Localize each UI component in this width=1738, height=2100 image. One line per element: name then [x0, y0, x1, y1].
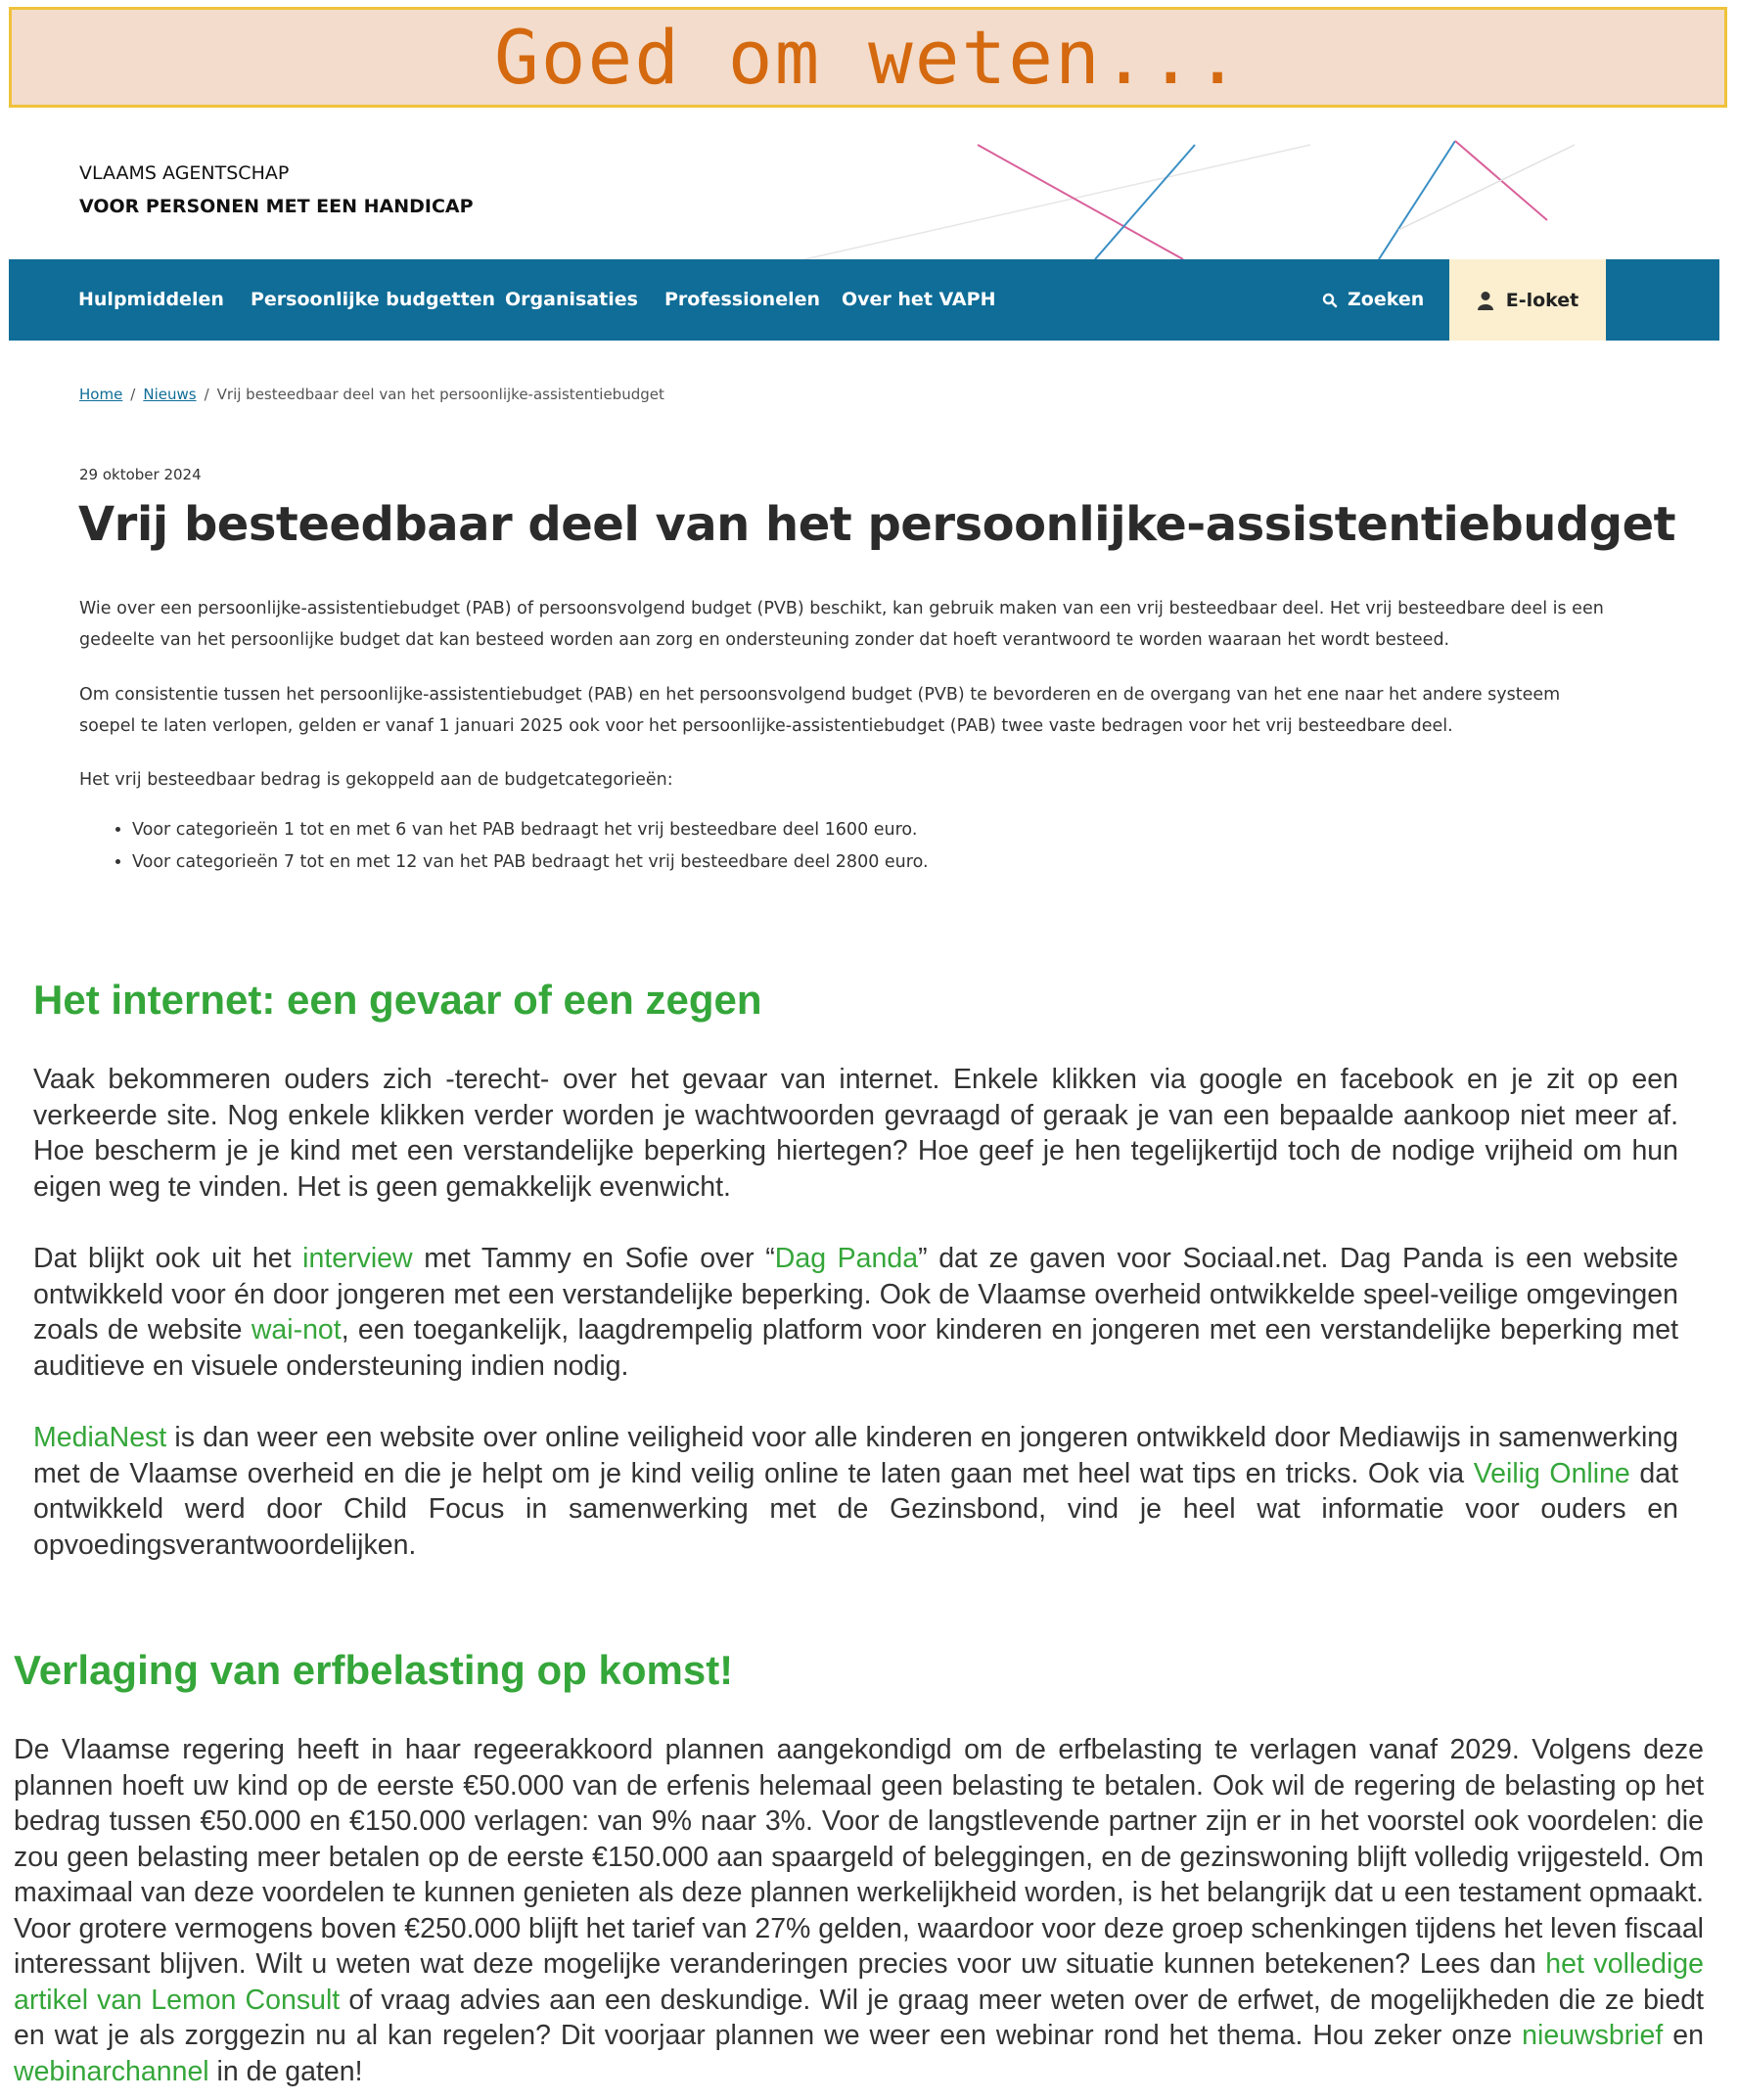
search-icon: [1322, 293, 1338, 308]
medianest-link[interactable]: MediaNest: [33, 1422, 167, 1453]
interview-link[interactable]: interview: [302, 1243, 413, 1274]
internet-paragraph-1: Vaak bekommeren ouders zich -terecht- over het gevaar van internet. Enkele klikken via google en facebook en je zit op een verkeerde site. Nog enkele klikken verder worden je wachtwoorden gevraagd of geraak je van een bepaalde aankoop niet meer af. Hoe bescherm je je kind met een verstandelijke beperking hiertegen? Hoe geef je hen tegelijkertijd toch de nodige vrijheid om hun eigen weg te vinden. Het is geen gemakkelijk evenwicht.: [33, 1064, 1678, 1203]
text-run: De Vlaamse regering heeft in haar regeerakkoord plannen aangekondigd om de erfbelasting te verlagen vanaf 2029. Volgens deze plannen hoeft uw kind op de eerste €50.000 van de erfenis helemaal geen belasting te betalen. Ook wil de regering de belasting op het bedrag tussen €50.000 en €150.000 verlagen: van 9% naar 3%. Voor de langstlevende partner zijn er in het voorstel ook voordelen: die zou geen belasting meer betalen op de eerste €150.000 aan spaargeld of beleggingen, en de gezinswoning blijft volledig vrijgesteld. Om maximaal van deze voordelen te kunnen genieten als deze plannen werkelijkheid worden, is het belangrijk dat u een testament opmaakt. Voor grotere vermogens boven €250.000 blijft het tarief van 27% gelden, waardoor voor deze groep schenkingen tijdens het leven fiscaal interessant blijven. Wilt u weten wat deze mogelijke veranderingen precies voor uw situatie kunnen betekenen? Lees dan: [14, 1734, 1704, 1980]
nav-hulpmiddelen[interactable]: Hulpmiddelen: [78, 289, 224, 310]
budget-category-list: [79, 814, 1659, 879]
text-run: is dan weer een website over online veiligheid voor alle kinderen en jongeren ontwikkeld door Mediawijs in samenwerking met de Vlaamse overheid en die je helpt om je kind veilig online te laten gaan met heel wat tips en tricks. Ook via: [33, 1422, 1678, 1489]
text-run: of vraag advies aan een deskundige. Wil je graag meer weten over de erfwet, de mogelijkheden die ze biedt en wat je als zorggezin nu al kan regelen? Dit voorjaar plannen we weer een webinar rond het thema. Hou zeker onze: [14, 1984, 1704, 2051]
text-run: en: [1663, 2020, 1704, 2051]
article-date: 29 oktober 2024: [79, 466, 202, 483]
wai-not-link[interactable]: wai-not: [251, 1314, 342, 1346]
logo-line-1[interactable]: VLAAMS AGENTSCHAP: [79, 162, 290, 184]
nav-over-het-vaph[interactable]: Over het VAPH: [842, 289, 996, 310]
article-paragraph-3: Het vrij besteedbaar bedrag is gekoppeld aan de budgetcategorieën:: [79, 770, 673, 790]
breadcrumb-separator: /: [130, 386, 136, 403]
section-banner: [9, 7, 1727, 108]
text-run: in de gaten!: [208, 2055, 363, 2087]
breadcrumb: [79, 386, 664, 403]
erfbelasting-paragraph: [14, 1732, 1704, 2089]
text-run: met Tammy en Sofie over “: [412, 1243, 775, 1274]
article-title: Vrij besteedbaar deel van het persoonlijke-assistentiebudget: [78, 497, 1676, 552]
article-paragraph-2: Om consistentie tussen het persoonlijke-assistentiebudget (PAB) en het persoonsvolgend budget (PVB) te bevorderen en de overgang van het ene naar het andere systeem soepel te laten verlopen, gelden er vanaf 1 januari 2025 ook voor het persoonlijke-assistentiebudget (PAB) twee vaste bedragen voor het vrij besteedbare deel.: [79, 685, 1561, 736]
search-button[interactable]: [1322, 259, 1424, 341]
nav-organisaties[interactable]: Organisaties: [505, 289, 638, 310]
dag-panda-link[interactable]: Dag Panda: [774, 1243, 919, 1274]
vaph-header: [9, 137, 1719, 259]
lemon-consult-link[interactable]: het volledige artikel van Lemon Consult: [14, 1948, 1704, 2016]
list-item: • Voor categorieën 7 tot en met 12 van het PAB bedraagt het vrij besteedbare deel 2800 euro.: [132, 846, 1659, 879]
veilig-online-link[interactable]: Veilig Online: [1473, 1457, 1630, 1489]
breadcrumb-home[interactable]: Home: [79, 386, 123, 403]
article-paragraph-1: Wie over een persoonlijke-assistentiebudget (PAB) of persoonsvolgend budget (PVB) beschikt, kan gebruik maken van een vrij besteedbaar deel. Het vrij besteedbare deel is een gedeelte van het persoonlijke budget dat kan besteed worden aan zorg en ondersteuning zonder dat hoeft verantwoord te worden waaraan het wordt besteed.: [79, 599, 1604, 650]
logo-line-2[interactable]: VOOR PERSONEN MET EEN HANDICAP: [79, 196, 474, 217]
breadcrumb-news[interactable]: Nieuws: [143, 386, 197, 403]
internet-paragraph-3: [33, 1420, 1678, 1563]
text-run: ” dat ze gaven voor Sociaal.net. Dag Panda is een website ontwikkeld voor én door jongeren met een verstandelijke beperking. Ook de Vlaamse overheid ontwikkelde speel-veilige omgevingen zoals de website: [33, 1243, 1678, 1346]
nav-professionelen[interactable]: Professionelen: [664, 289, 821, 310]
main-navigation: [9, 259, 1719, 341]
erfbelasting-heading: Verlaging van erfbelasting op komst!: [14, 1647, 734, 1693]
breadcrumb-current: Vrij besteedbaar deel van het persoonlijke-assistentiebudget: [216, 386, 664, 403]
text-run: dat ontwikkeld werd door Child Focus in samenwerking met de Gezinsbond, vind je heel wat informatie voor ouders en opvoedingsverantwoordelijken.: [33, 1457, 1678, 1561]
search-label: Zoeken: [1348, 289, 1425, 310]
nav-persoonlijke-budgetten[interactable]: Persoonlijke budgetten: [251, 289, 496, 310]
text-run: , een toegankelijk, laagdrempelig platform voor kinderen en jongeren met een verstandelijke beperking met auditieve en visuele ondersteuning indien nodig.: [33, 1314, 1679, 1382]
eloket-button[interactable]: [1449, 259, 1606, 341]
text-run: Dat blijkt ook uit het: [33, 1243, 303, 1274]
breadcrumb-separator: /: [204, 386, 209, 403]
internet-heading: Het internet: een gevaar of een zegen: [33, 977, 762, 1023]
webinarchannel-link[interactable]: webinarchannel: [14, 2055, 209, 2087]
internet-paragraph-2: [33, 1241, 1678, 1384]
list-item: • Voor categorieën 1 tot en met 6 van het PAB bedraagt het vrij besteedbare deel 1600 euro.: [132, 814, 1659, 846]
eloket-label: E-loket: [1505, 289, 1579, 311]
nieuwsbrief-link[interactable]: nieuwsbrief: [1522, 2020, 1664, 2051]
user-icon: [1477, 291, 1494, 310]
banner-title: Goed om weten...: [493, 13, 1243, 101]
